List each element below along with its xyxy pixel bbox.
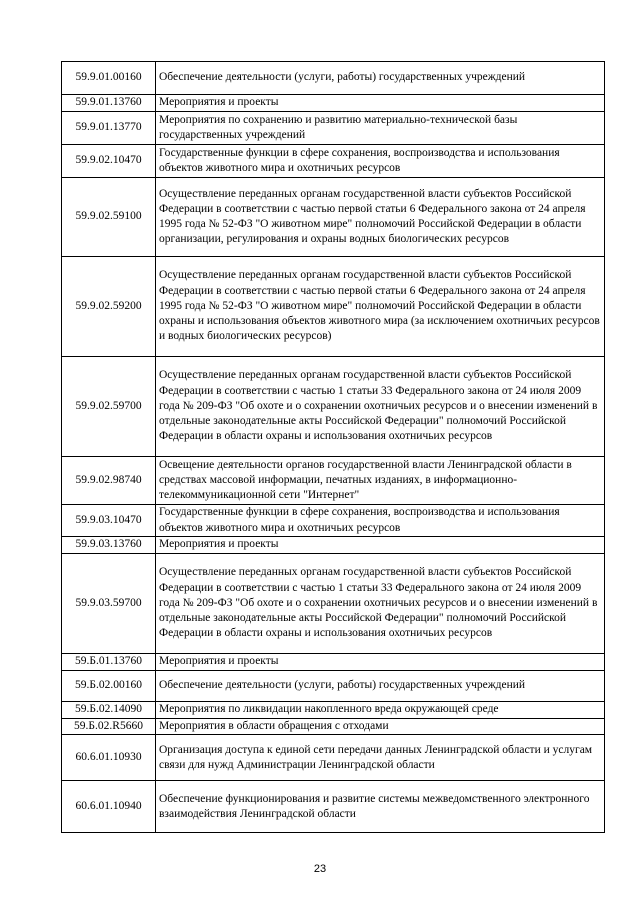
code-cell: 59.9.01.13770	[62, 112, 156, 145]
description-cell: Мероприятия в области обращения с отходами	[156, 719, 605, 735]
code-cell: 59.9.02.59200	[62, 257, 156, 357]
table-row	[62, 554, 605, 654]
table-row	[62, 671, 605, 702]
table-row	[62, 719, 605, 735]
table-row	[62, 112, 605, 145]
code-cell: 59.Б.02.00160	[62, 671, 156, 702]
table-row	[62, 62, 605, 95]
budget-codes-table	[61, 61, 605, 833]
table-row	[62, 735, 605, 781]
table-row	[62, 95, 605, 112]
description-cell: Обеспечение функционирования и развитие системы межведомственного электронного взаимодействия Ленинградской области	[156, 781, 605, 833]
table-row	[62, 702, 605, 719]
code-cell: 60.6.01.10940	[62, 781, 156, 833]
code-cell: 59.9.01.00160	[62, 62, 156, 95]
description-cell: Осуществление переданных органам государственной власти субъектов Российской Федерации в соответствии с частью первой статьи 6 Федерального закона от 24 апреля 1995 года № 52-ФЗ "О животном мире" полномочий Российской Федерации в области организации, регулирования и охраны водных биологических ресурсов	[156, 178, 605, 257]
code-cell: 59.9.02.10470	[62, 145, 156, 178]
table-row	[62, 505, 605, 537]
code-cell: 59.9.01.13760	[62, 95, 156, 112]
description-cell: Государственные функции в сфере сохранения, воспроизводства и использования объектов животного мира и охотничьих ресурсов	[156, 505, 605, 537]
code-cell: 59.9.02.59100	[62, 178, 156, 257]
code-cell: 59.9.03.59700	[62, 554, 156, 654]
code-cell: 59.9.03.13760	[62, 537, 156, 554]
table-row	[62, 357, 605, 457]
table-row	[62, 654, 605, 671]
code-cell: 59.9.03.10470	[62, 505, 156, 537]
table-row	[62, 257, 605, 357]
description-cell: Государственные функции в сфере сохранения, воспроизводства и использования объектов животного мира и охотничьих ресурсов	[156, 145, 605, 178]
code-cell: 59.Б.02.R5660	[62, 719, 156, 735]
page-number: 23	[313, 863, 327, 875]
description-cell: Организация доступа к единой сети передачи данных Ленинградской области и услугам связи для нужд Администрации Ленинградской области	[156, 735, 605, 781]
code-cell: 59.9.02.98740	[62, 457, 156, 505]
code-cell: 59.9.02.59700	[62, 357, 156, 457]
description-cell: Осуществление переданных органам государственной власти субъектов Российской Федерации в соответствии с частью 1 статьи 33 Федерального закона от 24 июля 2009 года № 209-ФЗ "Об охоте и о сохранении охотничьих ресурсов и о внесении изменений в отдельные законодательные акты Российской Федерации" полномочий Российской Федерации в области охраны и использования охотничьих ресурсов	[156, 357, 605, 457]
code-cell: 59.Б.01.13760	[62, 654, 156, 671]
description-cell: Осуществление переданных органам государственной власти субъектов Российской Федерации в соответствии с частью первой статьи 6 Федерального закона от 24 апреля 1995 года № 52-ФЗ "О животном мире" полномочий Российской Федерации в области охраны и использования объектов животного мира (за исключением охотничьих ресурсов и водных биологических ресурсов)	[156, 257, 605, 357]
code-cell: 59.Б.02.14090	[62, 702, 156, 719]
description-cell: Мероприятия по сохранению и развитию материально-технической базы государственных учреждений	[156, 112, 605, 145]
description-cell: Мероприятия и проекты	[156, 95, 605, 112]
description-cell: Мероприятия и проекты	[156, 537, 605, 554]
description-cell: Обеспечение деятельности (услуги, работы) государственных учреждений	[156, 62, 605, 95]
description-cell: Мероприятия и проекты	[156, 654, 605, 671]
description-cell: Осуществление переданных органам государственной власти субъектов Российской Федерации в соответствии с частью 1 статьи 33 Федерального закона от 24 июля 2009 года № 209-ФЗ "Об охоте и о сохранении охотничьих ресурсов и о внесении изменений в отдельные законодательные акты Российской Федерации" полномочий Российской Федерации в области охраны и использования охотничьих ресурсов	[156, 554, 605, 654]
description-cell: Обеспечение деятельности (услуги, работы) государственных учреждений	[156, 671, 605, 702]
table-row	[62, 781, 605, 833]
table-row	[62, 145, 605, 178]
description-cell: Мероприятия по ликвидации накопленного вреда окружающей среде	[156, 702, 605, 719]
table-row	[62, 178, 605, 257]
table-row	[62, 457, 605, 505]
table-row	[62, 537, 605, 554]
code-cell: 60.6.01.10930	[62, 735, 156, 781]
description-cell: Освещение деятельности органов государственной власти Ленинградской области в средствах массовой информации, печатных изданиях, в информационно-телекоммуникационной сети "Интернет"	[156, 457, 605, 505]
